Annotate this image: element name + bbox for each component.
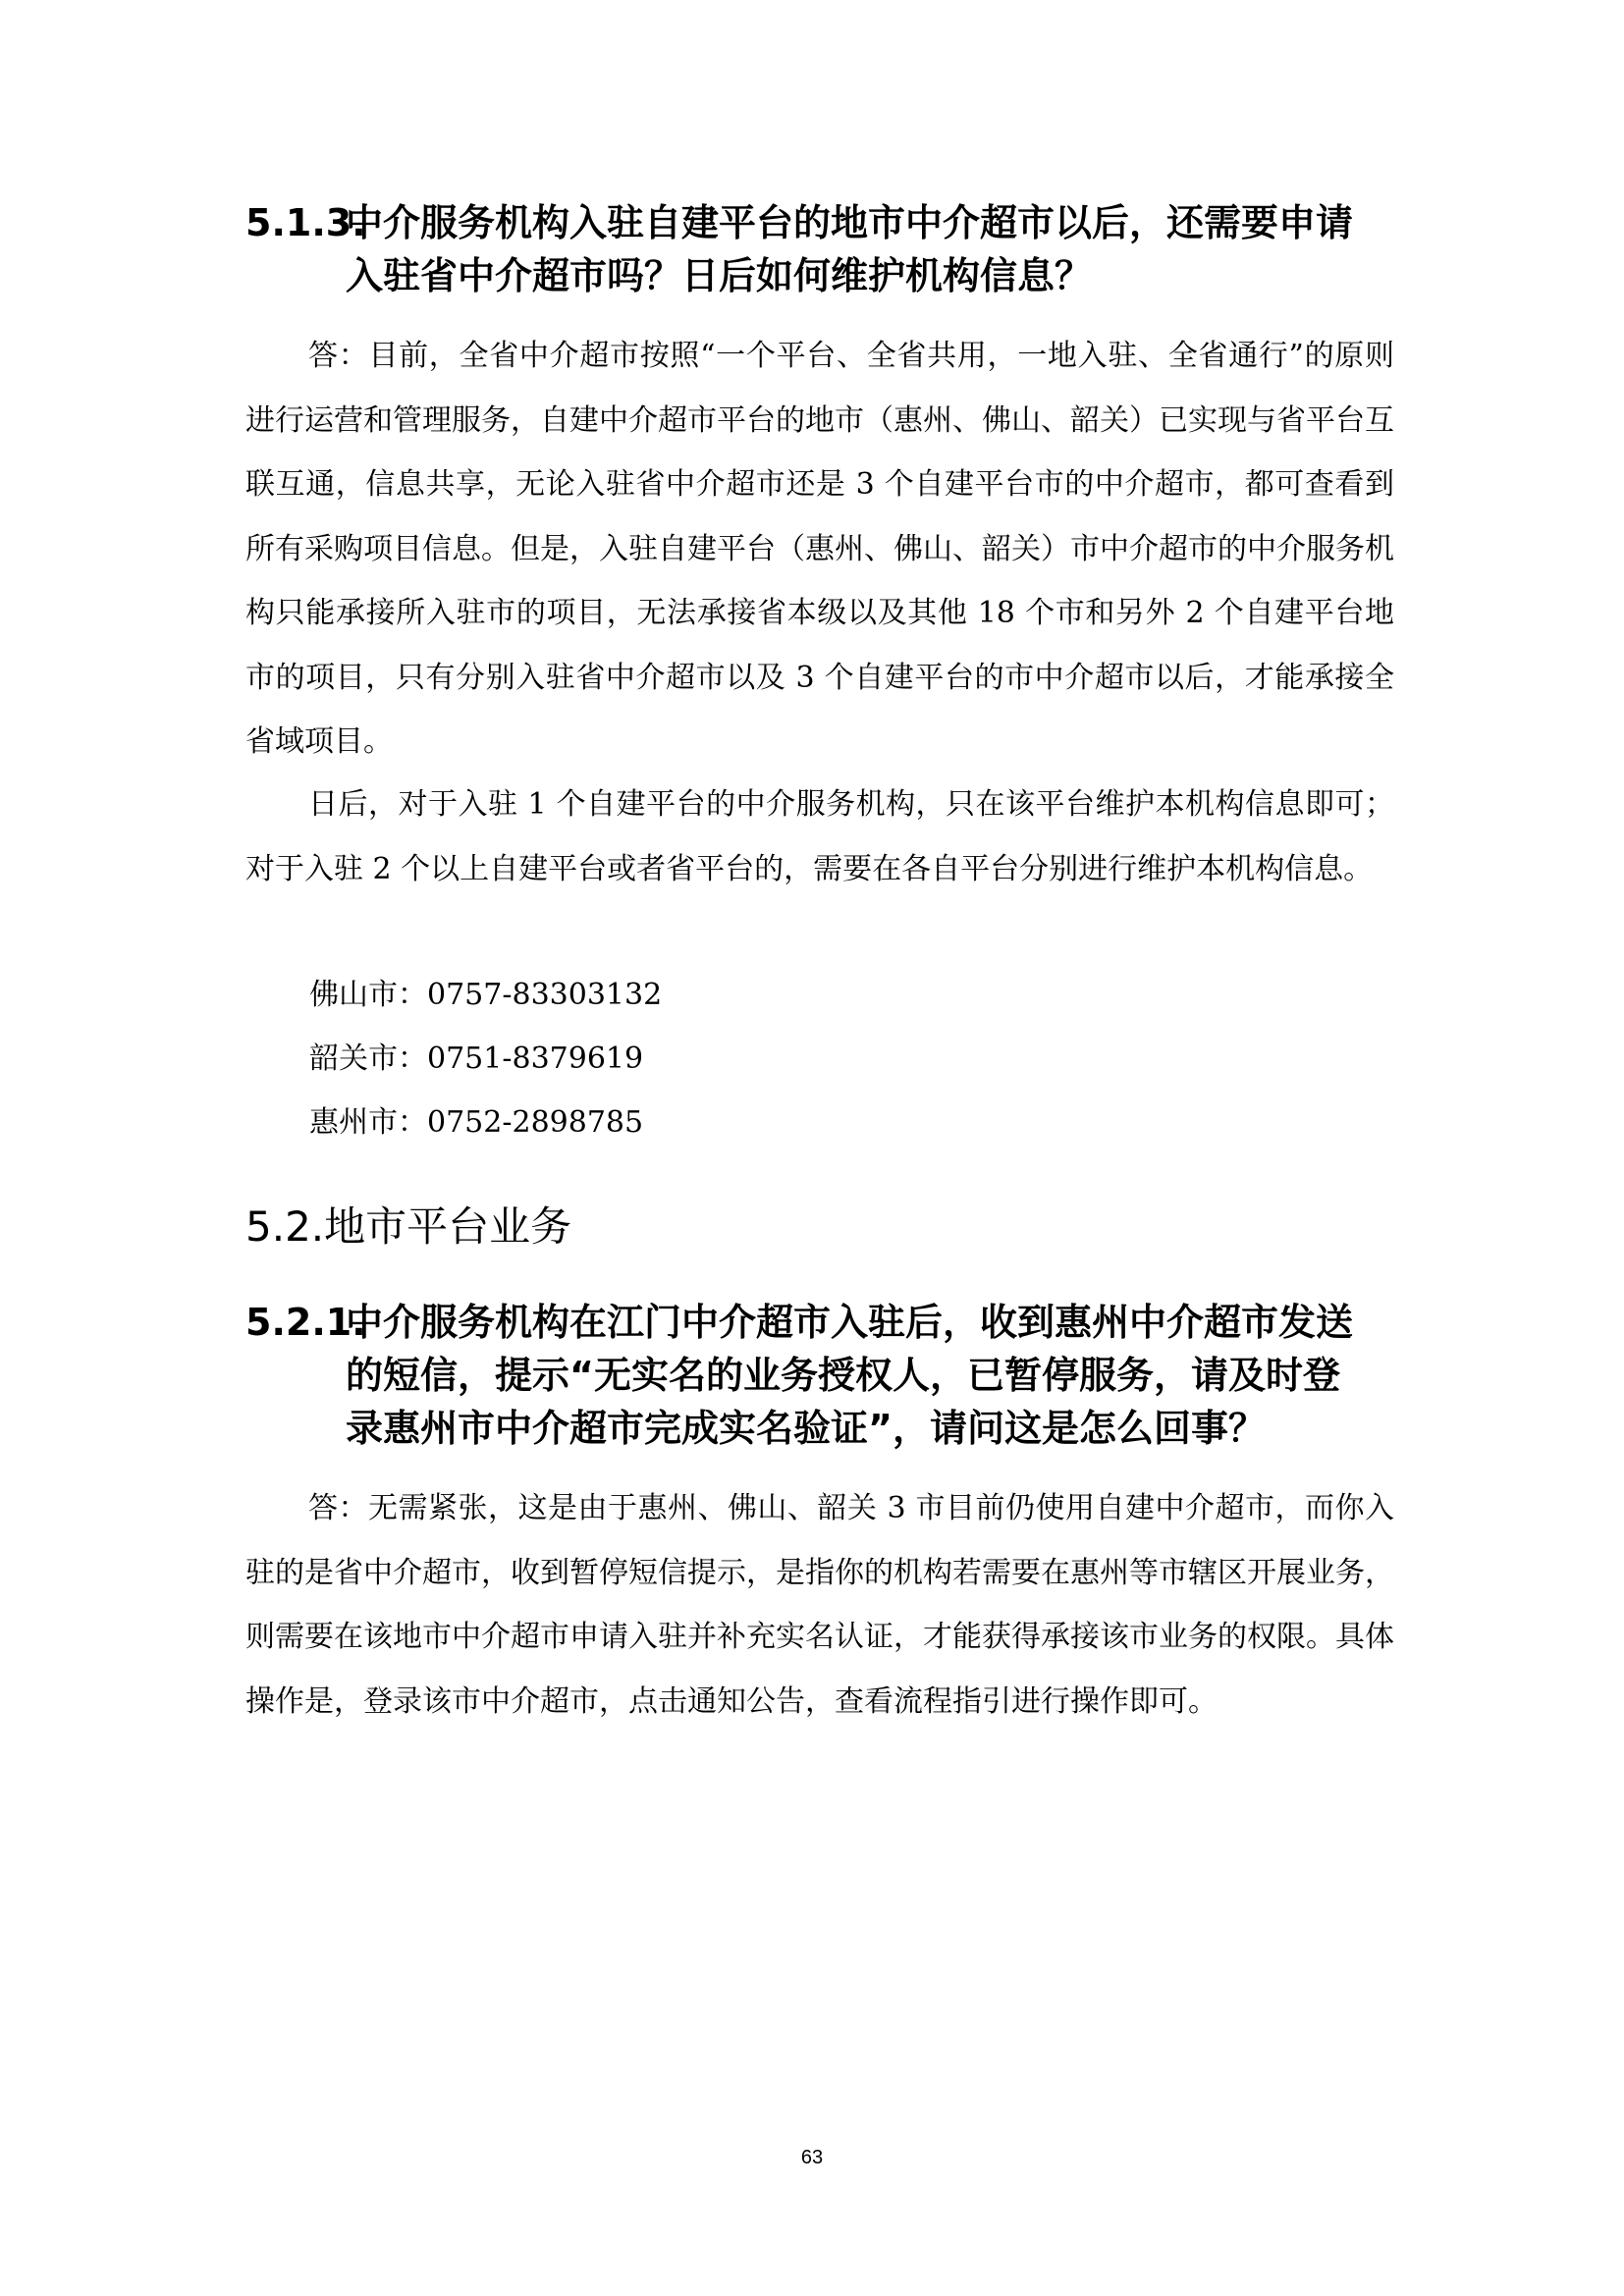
- page-number: 63: [800, 2147, 824, 2168]
- section-5-2-heading: 5.2.地市平台业务: [245, 1202, 572, 1251]
- contact-huizhou: 惠州市：0752-2898785: [309, 1105, 644, 1140]
- answer-paragraph: 答：无需紧张，这是由于惠州、佛山、韶关 3 市目前仍使用自建中介超市，而你入驻的是省中介超市，收到暂停短信提示，是指你的机构若需要在惠州等市辖区开展业务，则需要在该地市中介超市申请入驻并补充实名认证，才能获得承接该市业务的权限。具体操作是，登录该市中介超市，点击通知公告，查看流程指引进行操作即可。: [245, 1491, 1394, 1719]
- section-number: 5.1.3.: [245, 201, 366, 244]
- heading-line-2: 的短信，提示“无实名的业务授权人，已暂停服务，请及时登: [346, 1354, 1340, 1397]
- section-5-1-3-heading: [245, 196, 1404, 302]
- heading-line-3: 录惠州市中介超市完成实名验证”，请问这是怎么回事？: [346, 1407, 1266, 1450]
- maintenance-paragraph: 日后，对于入驻 1 个自建平台的中介服务机构，只在该平台维护本机构信息即可；对于入驻 2 个以上自建平台或者省平台的，需要在各自平台分别进行维护本机构信息。: [245, 787, 1394, 886]
- contact-foshan: 佛山市：0757-83303132: [309, 978, 663, 1012]
- heading-line-2: 入驻省中介超市吗？日后如何维护机构信息？: [346, 254, 1093, 297]
- section-5-2-1-heading: [245, 1296, 1404, 1455]
- answer-paragraph: 答：目前，全省中介超市按照“一个平台、全省共用，一地入驻、全省通行”的原则进行运营和管理服务，自建中介超市平台的地市（惠州、佛山、韶关）已实现与省平台互联互通，信息共享，无论入驻省中介超市还是 3 个自建平台市的中介超市，都可查看到所有采购项目信息。但是，入驻自建平台（惠州、佛山、韶关）市中介超市的中介服务机构只能承接所入驻市的项目，无法承接省本级以及其他 18 个市和另外 2 个自建平台地市的项目，只有分别入驻省中介超市以及 3 个自建平台的市中介超市以后，才能承接全省域项目。: [245, 339, 1394, 759]
- section-number: 5.2.1.: [245, 1301, 366, 1344]
- heading-line-1: 中介服务机构入驻自建平台的地市中介超市以后，还需要申请: [346, 201, 1354, 244]
- heading-line-1: 中介服务机构在江门中介超市入驻后，收到惠州中介超市发送: [346, 1301, 1354, 1344]
- contact-shaoguan: 韶关市：0751-8379619: [309, 1041, 644, 1076]
